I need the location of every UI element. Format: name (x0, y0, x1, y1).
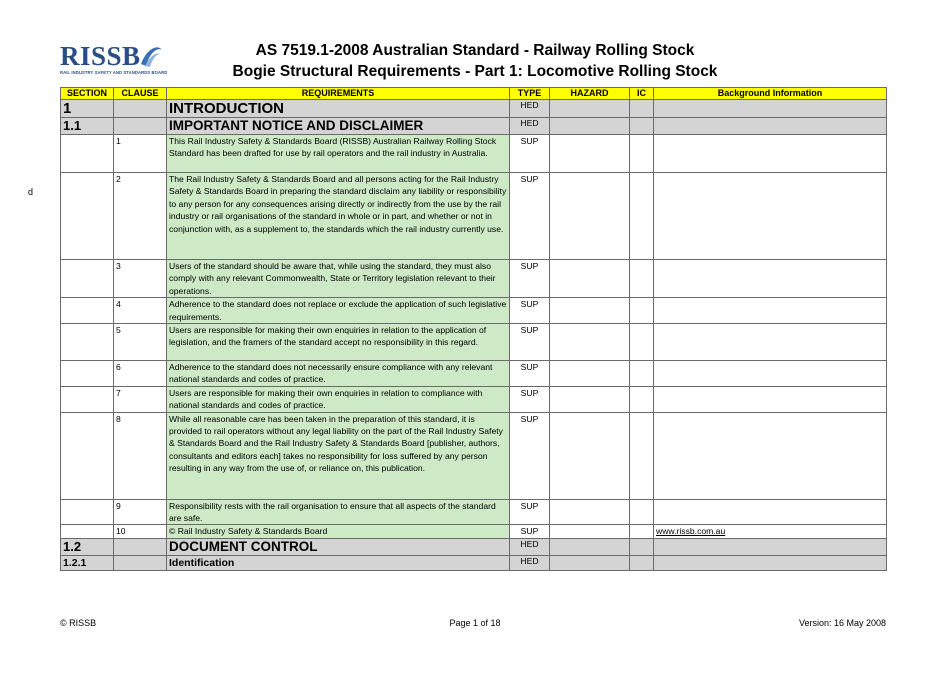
section-cell (61, 386, 114, 412)
background-cell (654, 538, 887, 555)
footer-version: Version: 16 May 2008 (798, 618, 886, 628)
hazard-cell (550, 361, 630, 387)
clause-cell (114, 538, 167, 555)
ic-cell (630, 260, 654, 298)
col-header-clause: CLAUSE (114, 88, 167, 100)
section-cell (61, 499, 114, 525)
section-cell (61, 260, 114, 298)
section-cell: 1.1 (61, 118, 114, 135)
background-cell (654, 555, 887, 570)
section-cell (61, 525, 114, 538)
table-row (61, 555, 887, 570)
table-row (61, 298, 887, 324)
hazard-cell (550, 499, 630, 525)
requirement-cell: While all reasonable care has been taken in the preparation of this standard, it is provided to rail operators without any legal liability on the part of the Rail Industry Safety & Standards Board and the Rail Industry Safety & Standards Board [publisher, authors, consultants and editors each] takes no responsibility for loss suffered by any person resulting in any way from the use of, or reliance on, this publication. (167, 412, 510, 499)
document-title-line1: AS 7519.1-2008 Australian Standard - Railway Rolling Stock (255, 42, 695, 59)
ic-cell (630, 324, 654, 361)
background-cell (654, 499, 887, 525)
website-link[interactable]: www.rissb.com.au (654, 525, 887, 538)
section-cell (61, 361, 114, 387)
type-cell: SUP (510, 386, 550, 412)
table-row (61, 173, 887, 260)
requirement-cell: Users of the standard should be aware that, while using the standard, they must also comply with any relevant Commonwealth, State or Territory legislation relevant to their operations. (167, 260, 510, 298)
table-header-row (61, 88, 887, 100)
section-cell (61, 412, 114, 499)
clause-cell (114, 100, 167, 118)
section-cell (61, 324, 114, 361)
rissb-swoosh-icon (138, 42, 164, 70)
logo-wordmark: RISSB (60, 41, 141, 71)
table-row (61, 324, 887, 361)
clause-cell: 10 (114, 525, 167, 538)
table-row (61, 135, 887, 173)
ic-cell (630, 135, 654, 173)
ic-cell (630, 555, 654, 570)
requirements-table (60, 87, 887, 571)
requirement-cell: This Rail Industry Safety & Standards Board (RISSB) Australian Railway Rolling Stock Standard has been drafted for use by rail operators and the rail industry in Australia. (167, 135, 510, 173)
table-row (61, 100, 887, 118)
hazard-cell (550, 555, 630, 570)
requirement-cell: Responsibility rests with the rail organisation to ensure that all aspects of the standard are safe. (167, 499, 510, 525)
table-row (61, 361, 887, 387)
hazard-cell (550, 135, 630, 173)
clause-cell: 3 (114, 260, 167, 298)
type-cell: HED (510, 555, 550, 570)
table-row (61, 386, 887, 412)
rissb-logo (60, 42, 170, 78)
col-header-requirements: REQUIREMENTS (167, 88, 510, 100)
col-header-hazard: HAZARD (550, 88, 630, 100)
section-cell: 1.2.1 (61, 555, 114, 570)
margin-mark: p (28, 188, 34, 198)
hazard-cell (550, 525, 630, 538)
background-cell (654, 324, 887, 361)
background-cell (654, 173, 887, 260)
type-cell: SUP (510, 412, 550, 499)
section-cell (61, 298, 114, 324)
col-header-background: Background Information (654, 88, 887, 100)
table-row (61, 499, 887, 525)
background-cell (654, 100, 887, 118)
section-cell (61, 173, 114, 260)
hazard-cell (550, 386, 630, 412)
clause-cell: 1 (114, 135, 167, 173)
requirement-cell: Adherence to the standard does not necessarily ensure compliance with any relevant national standards and codes of practice. (167, 361, 510, 387)
ic-cell (630, 386, 654, 412)
background-cell (654, 412, 887, 499)
clause-cell: 8 (114, 412, 167, 499)
ic-cell (630, 298, 654, 324)
requirement-cell: Identification (167, 555, 510, 570)
type-cell: SUP (510, 135, 550, 173)
requirement-cell: Adherence to the standard does not replace or exclude the application of such legislative requirements. (167, 298, 510, 324)
background-cell (654, 260, 887, 298)
ic-cell (630, 118, 654, 135)
section-cell (61, 135, 114, 173)
hazard-cell (550, 412, 630, 499)
clause-cell: 7 (114, 386, 167, 412)
type-cell: HED (510, 100, 550, 118)
background-cell (654, 135, 887, 173)
clause-cell (114, 118, 167, 135)
hazard-cell (550, 260, 630, 298)
table-row (61, 538, 887, 555)
requirement-cell: IMPORTANT NOTICE AND DISCLAIMER (167, 118, 510, 135)
background-cell (654, 386, 887, 412)
logo-subtitle: RAIL INDUSTRY SAFETY AND STANDARDS BOARD (60, 70, 168, 75)
background-cell (654, 361, 887, 387)
footer-page-number: Page 1 of 18 (449, 618, 501, 628)
document-title-line2: Bogie Structural Requirements - Part 1: Locomotive Rolling Stock (232, 63, 718, 80)
clause-cell: 9 (114, 499, 167, 525)
type-cell: HED (510, 118, 550, 135)
type-cell: SUP (510, 361, 550, 387)
type-cell: SUP (510, 260, 550, 298)
type-cell: SUP (510, 298, 550, 324)
ic-cell (630, 412, 654, 499)
type-cell: SUP (510, 525, 550, 538)
requirement-cell: Users are responsible for making their own enquiries in relation to compliance with national standards and codes of practice. (167, 386, 510, 412)
col-header-type: TYPE (510, 88, 550, 100)
background-cell (654, 118, 887, 135)
table-row (61, 525, 887, 538)
ic-cell (630, 499, 654, 525)
type-cell: SUP (510, 173, 550, 260)
hazard-cell (550, 173, 630, 260)
clause-cell: 4 (114, 298, 167, 324)
clause-cell (114, 555, 167, 570)
requirement-cell: The Rail Industry Safety & Standards Board and all persons acting for the Rail Industry Safety & Standards Board in preparing the standard disclaim any liability or responsibility to any person for any consequences arising directly or indirectly from the use by the rail industry or rail organisations of the standard in whole or in part, and whether or not in conjunction with, as a supplement to, the standards which the rail industry currently use. (167, 173, 510, 260)
hazard-cell (550, 118, 630, 135)
requirement-cell: © Rail Industry Safety & Standards Board (167, 525, 510, 538)
type-cell: HED (510, 538, 550, 555)
hazard-cell (550, 324, 630, 361)
ic-cell (630, 361, 654, 387)
background-cell (654, 298, 887, 324)
ic-cell (630, 525, 654, 538)
requirement-cell: DOCUMENT CONTROL (167, 538, 510, 555)
ic-cell (630, 173, 654, 260)
type-cell: SUP (510, 499, 550, 525)
hazard-cell (550, 298, 630, 324)
table-row (61, 260, 887, 298)
section-cell: 1.2 (61, 538, 114, 555)
ic-cell (630, 538, 654, 555)
hazard-cell (550, 100, 630, 118)
col-header-section: SECTION (61, 88, 114, 100)
table-row (61, 412, 887, 499)
clause-cell: 2 (114, 173, 167, 260)
hazard-cell (550, 538, 630, 555)
clause-cell: 5 (114, 324, 167, 361)
requirement-cell: INTRODUCTION (167, 100, 510, 118)
requirement-cell: Users are responsible for making their own enquiries in relation to the application of legislation, and the framers of the standard accept no responsibility in this regard. (167, 324, 510, 361)
footer-copyright: © RISSB (60, 618, 97, 628)
type-cell: SUP (510, 324, 550, 361)
ic-cell (630, 100, 654, 118)
section-cell: 1 (61, 100, 114, 118)
table-row (61, 118, 887, 135)
col-header-ic: IC (630, 88, 654, 100)
clause-cell: 6 (114, 361, 167, 387)
